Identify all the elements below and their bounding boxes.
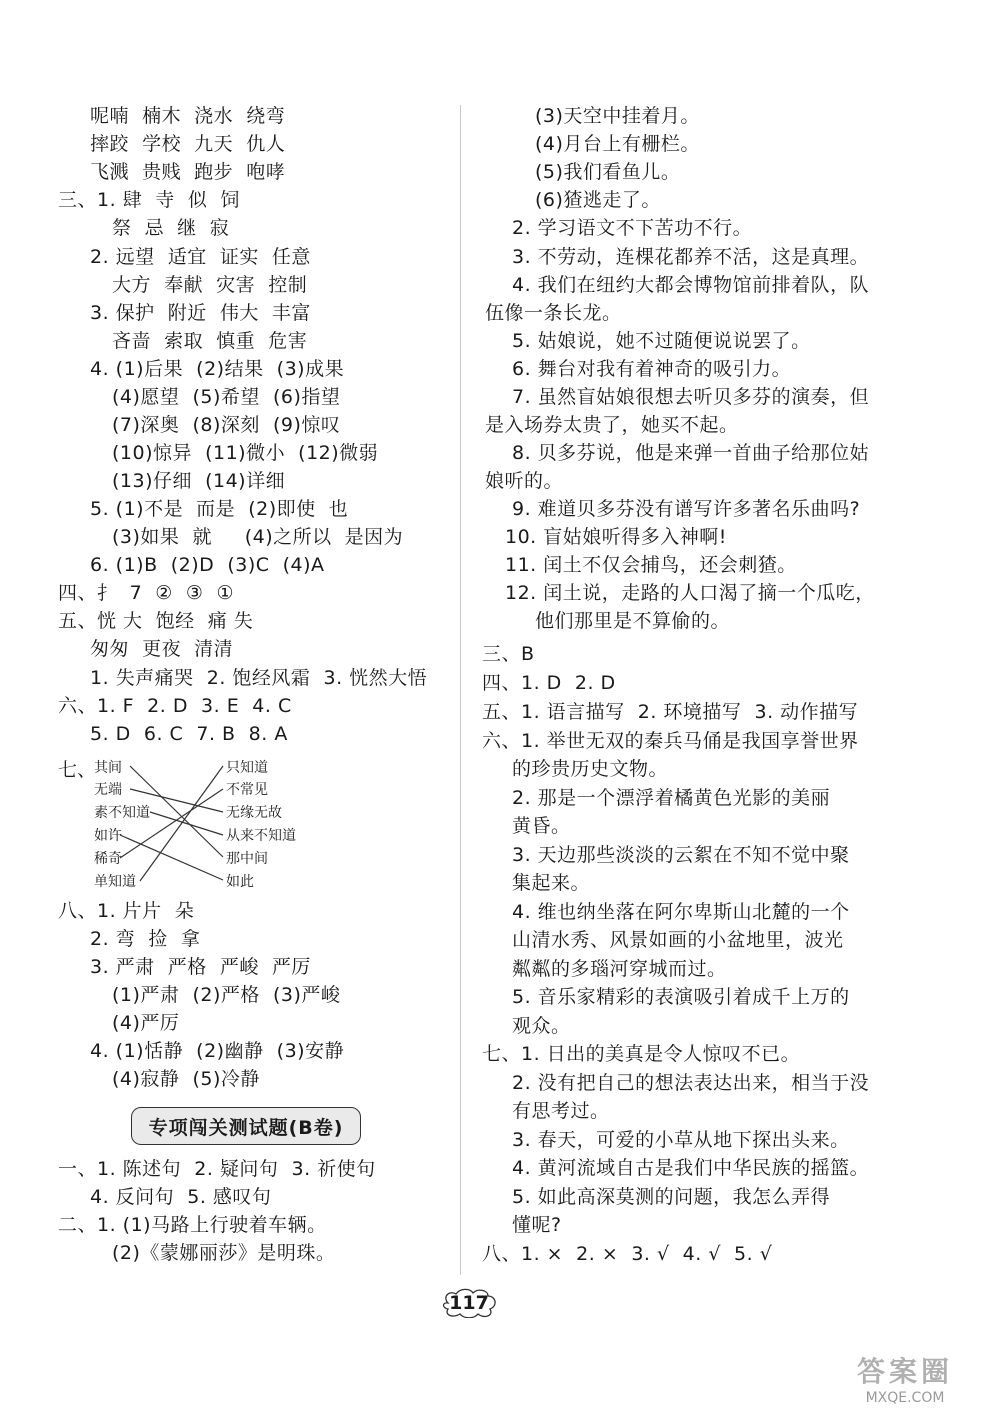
left-line: 4. 反问句 5. 感叹句 <box>90 1186 272 1208</box>
right-line: 6. 舞台对我有着神奇的吸引力。 <box>512 358 792 380</box>
left-line: 3. 严肃 严格 严峻 严厉 <box>90 956 311 978</box>
left-line: (3)如果 就 (4)之所以 是因为 <box>112 526 404 548</box>
right-line: 五、1. 语言描写 2. 环境描写 3. 动作描写 <box>482 701 859 723</box>
right-line: 4. 我们在纽约大都会博物馆前排着队，队 <box>512 274 870 296</box>
right-line: 4. 黄河流域自古是我们中华民族的摇篮。 <box>512 1157 870 1179</box>
right-line: 有思考过。 <box>512 1100 610 1122</box>
left-line: 吝啬 索取 慎重 危害 <box>112 330 308 352</box>
right-line: 的珍贵历史文物。 <box>512 758 669 780</box>
right-line: 四、1. D 2. D <box>482 672 616 694</box>
left-line: 八、1. 片片 朵 <box>58 900 195 922</box>
left-line: (4)寂静 (5)冷静 <box>112 1068 260 1090</box>
left-line: 匆匆 更夜 清清 <box>90 638 234 660</box>
match-right-item: 从来不知道 <box>226 828 296 844</box>
right-line: 9. 难道贝多芬没有谱写许多著名乐曲吗? <box>512 498 861 520</box>
match-line <box>150 812 223 835</box>
left-line: 三、1. 肆 寺 似 饲 <box>58 189 240 211</box>
right-line: 5. 姑娘说，她不过随便说说罢了。 <box>512 330 811 352</box>
right-line: 5. 音乐家精彩的表演吸引着成千上万的 <box>512 986 850 1008</box>
match-left-item: 如许 <box>94 828 122 844</box>
watermark <box>820 1350 990 1410</box>
right-line: 伍像一条长龙。 <box>485 302 622 324</box>
match-line <box>130 766 223 857</box>
left-line: 六、1. F 2. D 3. E 4. C <box>58 695 292 717</box>
match-right-item: 无缘无故 <box>226 805 282 821</box>
right-line: 娘听的。 <box>485 470 564 492</box>
left-line: 一、1. 陈述句 2. 疑问句 3. 祈使句 <box>58 1158 376 1180</box>
right-line: 七、1. 日出的美真是令人惊叹不已。 <box>482 1043 801 1065</box>
right-line: 5. 如此高深莫测的问题，我怎么弄得 <box>512 1186 831 1208</box>
left-line: 飞溅 贵贱 跑步 咆哮 <box>90 161 286 183</box>
right-line: 懂呢? <box>512 1214 562 1236</box>
column-divider <box>460 105 461 1275</box>
right-line: 4. 维也纳坐落在阿尔卑斯山北麓的一个 <box>512 901 850 923</box>
left-line: (13)仔细 (14)详细 <box>112 470 286 492</box>
right-line: 3. 天边那些淡淡的云絮在不知不觉中聚 <box>512 844 850 866</box>
section-title: 专项闯关测试题(B卷) <box>131 1107 361 1145</box>
match-line <box>140 766 223 881</box>
right-line: 7. 虽然盲姑娘很想去听贝多芬的演奏，但 <box>512 386 870 408</box>
right-line: 12. 闰土说，走路的人口渴了摘一个瓜吃， <box>505 582 875 604</box>
watermark-logo: 答案圈 <box>856 1355 953 1388</box>
right-line: 是入场券太贵了，她买不起。 <box>485 414 739 436</box>
left-line: (4)愿望 (5)希望 (6)指望 <box>112 386 341 408</box>
right-line: 他们那里是不算偷的。 <box>535 610 731 632</box>
left-line: 4. (1)恬静 (2)幽静 (3)安静 <box>90 1040 345 1062</box>
right-line: 3. 春天，可爱的小草从地下探出头来。 <box>512 1129 850 1151</box>
right-line: 集起来。 <box>512 872 591 894</box>
right-line: 11. 闰土不仅会捕鸟，还会刺猹。 <box>505 554 797 576</box>
left-line: 2. 弯 捡 拿 <box>90 928 201 950</box>
matching-exercise <box>58 755 318 895</box>
left-line: (7)深奥 (8)深刻 (9)惊叹 <box>112 414 341 436</box>
page-number: 117 <box>449 1292 489 1314</box>
right-line: 2. 那是一个漂浮着橘黄色光影的美丽 <box>512 787 831 809</box>
right-line: 粼粼的多瑙河穿城而过。 <box>512 958 727 980</box>
right-line: 2. 学习语文不下苦功不行。 <box>512 217 753 239</box>
left-line: (10)惊异 (11)微小 (12)微弱 <box>112 442 379 464</box>
matching-lines <box>58 755 318 895</box>
match-line <box>130 789 223 812</box>
match-right-item: 那中间 <box>226 851 268 867</box>
left-line: 四、扌 7 ② ③ ① <box>58 582 235 604</box>
left-line: (1)严肃 (2)严格 (3)严峻 <box>112 984 341 1006</box>
right-line: 观众。 <box>512 1015 571 1037</box>
match-right-item: 不常见 <box>226 782 268 798</box>
page-number-badge <box>440 1288 498 1318</box>
left-line: 大方 奉献 灾害 控制 <box>112 274 308 296</box>
match-left-item: 稀奇 <box>94 851 122 867</box>
left-line: 5. D 6. C 7. B 8. A <box>90 723 288 745</box>
match-right-item: 如此 <box>226 874 254 890</box>
left-line: (2)《蒙娜丽莎》是明珠。 <box>112 1242 336 1264</box>
right-line: (5)我们看鱼儿。 <box>535 161 681 183</box>
left-line: 二、1. (1)马路上行驶着车辆。 <box>58 1214 327 1236</box>
left-line: (4)严厉 <box>112 1012 180 1034</box>
left-line: 摔跤 学校 九天 仇人 <box>90 133 286 155</box>
match-right-item: 只知道 <box>226 760 268 776</box>
left-line: 3. 保护 附近 伟大 丰富 <box>90 302 311 324</box>
left-line: 1. 失声痛哭 2. 饱经风霜 3. 恍然大悟 <box>90 667 428 689</box>
left-line: 4. (1)后果 (2)结果 (3)成果 <box>90 358 345 380</box>
right-line: 三、B <box>482 643 535 665</box>
matching-section-label: 七、 <box>58 759 97 781</box>
right-line: 2. 没有把自己的想法表达出来，相当于没 <box>512 1072 870 1094</box>
left-line: 五、恍 大 饱经 痛 失 <box>58 610 254 632</box>
left-line: 呢喃 楠木 浇水 绕弯 <box>90 105 286 127</box>
right-line: (6)猹逃走了。 <box>535 189 661 211</box>
left-line: 6. (1)B (2)D (3)C (4)A <box>90 554 325 576</box>
right-line: 8. 贝多芬说，他是来弹一首曲子给那位姑 <box>512 442 870 464</box>
right-line: 黄昏。 <box>512 815 571 837</box>
right-line: 六、1. 举世无双的秦兵马俑是我国享誉世界 <box>482 730 859 752</box>
left-line: 祭 忌 继 寂 <box>112 217 230 239</box>
left-line: 2. 远望 适宜 证实 任意 <box>90 246 311 268</box>
left-line: 5. (1)不是 而是 (2)即使 也 <box>90 498 349 520</box>
right-line: 3. 不劳动，连棵花都养不活，这是真理。 <box>512 246 870 268</box>
right-line: 山清水秀、风景如画的小盆地里，波光 <box>512 929 844 951</box>
match-left-item: 其间 <box>94 760 122 776</box>
watermark-url: MXQE.COM <box>865 1390 945 1406</box>
match-left-item: 无端 <box>94 782 122 798</box>
right-line: (3)天空中挂着月。 <box>535 105 700 127</box>
match-left-item: 单知道 <box>94 874 136 890</box>
right-line: 八、1. × 2. × 3. √ 4. √ 5. √ <box>482 1243 773 1265</box>
right-line: (4)月台上有栅栏。 <box>535 133 700 155</box>
right-line: 10. 盲姑娘听得多入神啊! <box>505 526 727 548</box>
match-left-item: 素不知道 <box>94 805 150 821</box>
